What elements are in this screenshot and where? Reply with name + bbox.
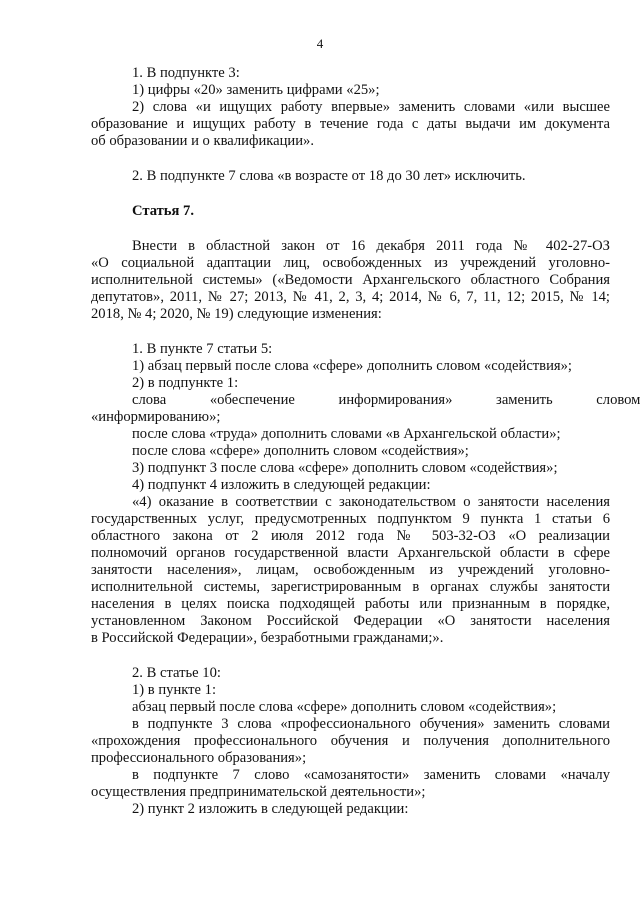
text-line: полномочий органов государственной власти Архангельской области в сфере bbox=[91, 545, 610, 561]
article-heading: Статья 7. bbox=[132, 203, 194, 219]
text-line: 2) слова «и ищущих работу впервые» заменить словами «или высшее bbox=[132, 99, 610, 115]
text-line: после слова «труда» дополнить словами «в Архангельской области»; bbox=[132, 426, 561, 442]
text-line: абзац первый после слова «сфере» дополнить словом «содействия»; bbox=[132, 699, 557, 715]
text-line: 2018, № 4; 2020, № 19) следующие изменения: bbox=[91, 306, 382, 322]
text-line: в подпункте 7 слово «самозанятости» заменить словами «началу bbox=[132, 767, 610, 783]
text-line: областного закона от 2 июля 2012 года № 503-32-ОЗ «О реализации bbox=[91, 528, 610, 544]
text-line: образование и ищущих работу в течение года с даты выдачи им документа bbox=[91, 116, 610, 132]
text-line: «информированию»; bbox=[91, 409, 221, 425]
text-line: 1) цифры «20» заменить цифрами «25»; bbox=[132, 82, 380, 98]
text-line: осуществления предпринимательской деятельности»; bbox=[91, 784, 426, 800]
text-line: исполнительной системы, зарегистрированным в органах службы занятости bbox=[91, 579, 610, 595]
text-line: 2) в подпункте 1: bbox=[132, 375, 239, 391]
text-line: 2. В подпункте 7 слова «в возрасте от 18 до 30 лет» исключить. bbox=[132, 168, 526, 184]
text-line: населения в целях поиска подходящей работы или признанным в порядке, bbox=[91, 596, 610, 612]
text-line: 1) в пункте 1: bbox=[132, 682, 217, 698]
text-line: «О социальной адаптации лиц, освобожденных из учреждений уголовно- bbox=[91, 255, 610, 271]
text-line: после слова «сфере» дополнить словом «содействия»; bbox=[132, 443, 469, 459]
text-line: об образовании и о квалификации». bbox=[91, 133, 314, 149]
text-line: исполнительной системы» («Ведомости Архангельского областного Собрания bbox=[91, 272, 610, 288]
text-line: 1. В подпункте 3: bbox=[132, 65, 240, 81]
text-line: «прохождения профессионального обучения и получения дополнительного bbox=[91, 733, 610, 749]
text-line: «4) оказание в соответствии с законодательством о занятости населения bbox=[132, 494, 610, 510]
text-line: 1) абзац первый после слова «сфере» дополнить словом «содействия»; bbox=[132, 358, 572, 374]
text-line: 2) пункт 2 изложить в следующей редакции: bbox=[132, 801, 409, 817]
text-line: слова «обеспечение информирования» заменить словом bbox=[132, 392, 640, 408]
text-line: 4) подпункт 4 изложить в следующей редакции: bbox=[132, 477, 431, 493]
page-number: 4 bbox=[316, 36, 324, 51]
text-line: 1. В пункте 7 статьи 5: bbox=[132, 341, 273, 357]
text-line: депутатов», 2011, № 27; 2013, № 41, 2, 3, 4; 2014, № 6, 7, 11, 12; 2015, № 14; bbox=[91, 289, 610, 305]
text-line: Внести в областной закон от 16 декабря 2011 года № 402-27-ОЗ bbox=[132, 238, 610, 254]
text-line: в подпункте 3 слова «профессионального обучения» заменить словами bbox=[132, 716, 610, 732]
text-line: установленном Законом Российской Федерации «О занятости населения bbox=[91, 613, 610, 629]
text-line: государственных услуг, предусмотренных подпунктом 9 пункта 1 статьи 6 bbox=[91, 511, 610, 527]
text-line: занятости населения», лицам, освобожденным из учреждений уголовно- bbox=[91, 562, 610, 578]
text-line: профессионального образования»; bbox=[91, 750, 307, 766]
text-line: в Российской Федерации», безработными гражданами;». bbox=[91, 630, 444, 646]
text-line: 2. В статье 10: bbox=[132, 665, 221, 681]
text-line: 3) подпункт 3 после слова «сфере» дополнить словом «содействия»; bbox=[132, 460, 558, 476]
